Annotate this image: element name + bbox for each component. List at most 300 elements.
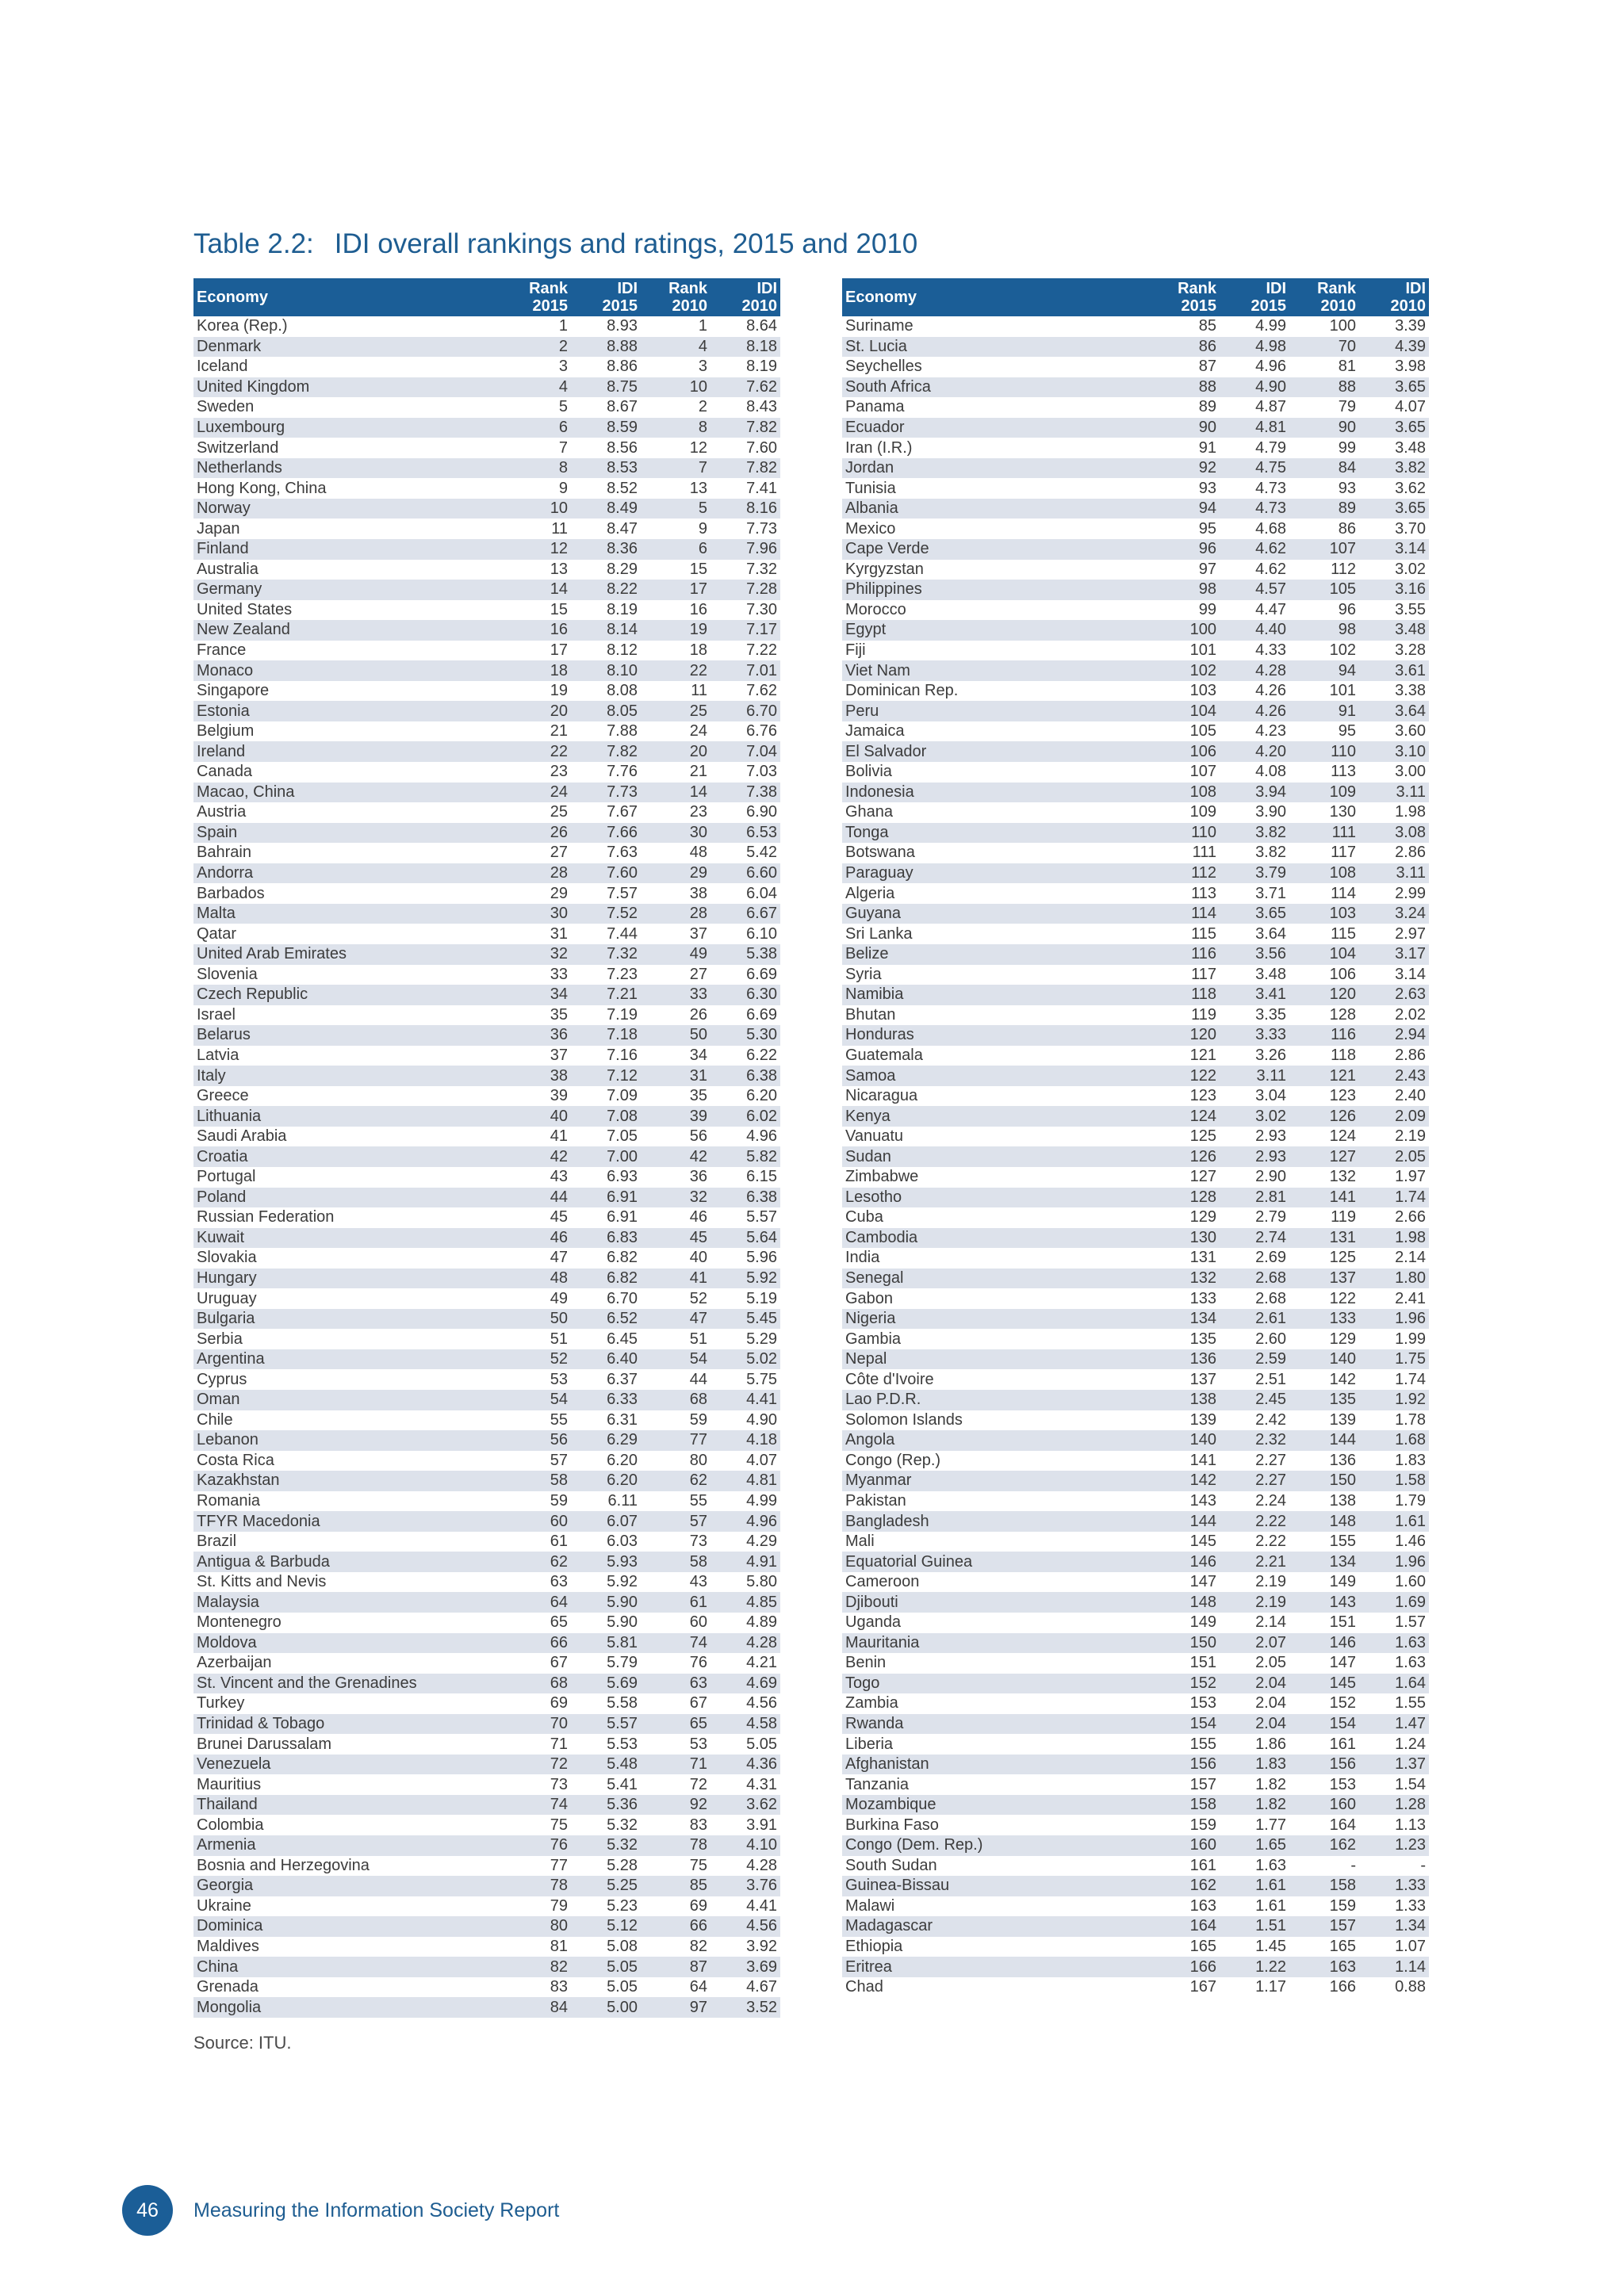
idi-2010-cell: 1.23 [1359, 1835, 1429, 1856]
idi-2015-cell: 5.23 [607, 1896, 638, 1915]
rank-2010-cell: 54 [641, 1349, 710, 1370]
rank-2015-cell: 131 [1189, 1249, 1216, 1267]
idi-2015-cell: 2.60 [1255, 1330, 1286, 1348]
rank-2010-cell: 51 [689, 1330, 707, 1348]
rank-2015-cell: 71 [550, 1735, 568, 1753]
table-row [842, 519, 1429, 539]
economy-cell: Sweden [197, 398, 255, 416]
economy-cell: Turkey [197, 1694, 245, 1712]
rank-2010-cell: 19 [641, 620, 710, 641]
idi-2015-cell: 7.05 [607, 1127, 638, 1146]
idi-2015-cell: 7.00 [571, 1146, 641, 1167]
idi-2010-cell: 1.69 [1359, 1592, 1429, 1613]
idi-2015-cell: 4.33 [1255, 641, 1286, 660]
table-row [842, 377, 1429, 398]
rank-2010-cell: 29 [641, 863, 710, 884]
idi-2010-cell: 3.28 [1395, 641, 1426, 660]
rank-2010-cell: 22 [641, 660, 710, 681]
table-body-left [193, 316, 780, 2018]
table-row [193, 377, 780, 398]
header-idi-2015: IDI 2015 [1220, 278, 1289, 316]
economy-cell: Malaysia [193, 1592, 501, 1613]
idi-2010-cell: 1.63 [1359, 1633, 1429, 1654]
idi-2015-cell: 4.26 [1255, 682, 1286, 700]
idi-2010-cell: 3.52 [710, 1997, 780, 2018]
rank-2010-cell: 154 [1289, 1714, 1359, 1735]
idi-2015-cell: 2.04 [1220, 1714, 1289, 1735]
idi-2010-cell: 3.70 [1395, 519, 1426, 538]
economy-cell: Honduras [842, 1025, 1150, 1046]
rank-2010-cell: 165 [1329, 1938, 1356, 1956]
economy-cell: Belarus [193, 1025, 501, 1046]
rank-2010-cell: 9 [698, 519, 707, 538]
rank-2015-cell: 147 [1189, 1573, 1216, 1591]
idi-2010-cell: 3.24 [1359, 904, 1429, 924]
rank-2015-cell: 140 [1150, 1430, 1220, 1451]
table-row [193, 1269, 780, 1289]
idi-2010-cell: 3.48 [1359, 620, 1429, 641]
rank-2010-cell: 122 [1329, 1289, 1356, 1307]
idi-2010-cell: 2.86 [1395, 844, 1426, 862]
rank-2010-cell: 102 [1329, 641, 1356, 660]
table-row [842, 1430, 1429, 1451]
economy-cell: Macao, China [193, 783, 501, 803]
rank-2015-cell: 78 [501, 1876, 571, 1896]
economy-cell: Denmark [193, 337, 501, 358]
rank-2015-cell: 87 [1198, 358, 1216, 376]
rank-2010-cell: 67 [689, 1694, 707, 1712]
rank-2015-cell: 44 [501, 1188, 571, 1208]
rank-2015-cell: 27 [550, 844, 568, 862]
economy-cell: Venezuela [193, 1755, 501, 1775]
economy-cell: Tunisia [845, 479, 896, 497]
idi-2010-cell: 5.92 [710, 1269, 780, 1289]
idi-2015-cell: 2.68 [1220, 1269, 1289, 1289]
idi-2010-cell: 7.17 [710, 620, 780, 641]
idi-2015-cell: 5.41 [607, 1775, 638, 1793]
rank-2010-cell: 77 [641, 1430, 710, 1451]
rank-2015-cell: 133 [1189, 1289, 1216, 1307]
economy-cell: Ethiopia [845, 1938, 903, 1956]
idi-2015-cell: 6.29 [571, 1430, 641, 1451]
table-row [842, 1491, 1429, 1512]
idi-2015-cell: 8.10 [571, 660, 641, 681]
idi-2010-cell: 1.47 [1359, 1714, 1429, 1735]
economy-cell: Panama [845, 398, 905, 416]
economy-cell: Dominican Rep. [845, 682, 959, 700]
table-row [193, 1613, 780, 1633]
economy-cell: Dominica [193, 1916, 501, 1937]
table-row [193, 1674, 780, 1694]
idi-2015-cell: 5.12 [571, 1916, 641, 1937]
rank-2015-cell: 26 [501, 823, 571, 844]
table-row [842, 1106, 1429, 1127]
table-row [193, 1410, 780, 1431]
rank-2010-cell: 146 [1289, 1633, 1359, 1654]
table-row [193, 1025, 780, 1046]
idi-2015-cell: 2.74 [1220, 1228, 1289, 1249]
table-caption: IDI overall rankings and ratings, 2015 and 2010 [334, 228, 918, 259]
idi-2010-cell: 5.64 [710, 1228, 780, 1249]
rank-2015-cell: 63 [550, 1573, 568, 1591]
idi-2015-cell: 5.05 [607, 1978, 638, 1996]
rank-2015-cell: 113 [1191, 884, 1216, 902]
table-row [193, 762, 780, 783]
economy-cell: Japan [197, 519, 240, 538]
rank-2015-cell: 89 [1198, 398, 1216, 416]
economy-cell: Namibia [842, 985, 1150, 1005]
idi-2010-cell: 0.88 [1395, 1978, 1426, 1996]
economy-cell: Armenia [193, 1835, 501, 1856]
table-row [193, 600, 780, 621]
idi-2015-cell: 8.59 [571, 418, 641, 438]
idi-2015-cell: 1.77 [1255, 1816, 1286, 1834]
idi-2010-cell: 1.98 [1359, 1228, 1429, 1249]
economy-cell: Côte d'Ivoire [845, 1370, 934, 1388]
rank-2010-cell: 76 [689, 1654, 707, 1672]
idi-2015-cell: 5.25 [571, 1876, 641, 1896]
table-row [193, 1188, 780, 1208]
rank-2010-cell: 47 [641, 1309, 710, 1330]
rank-2015-cell: 108 [1150, 783, 1220, 803]
table-row [842, 1207, 1429, 1228]
idi-2015-cell: 4.40 [1220, 620, 1289, 641]
idi-2015-cell: 2.07 [1220, 1633, 1289, 1654]
idi-2015-cell: 5.81 [571, 1633, 641, 1654]
economy-cell: Singapore [197, 682, 270, 700]
idi-2010-cell: 4.28 [710, 1633, 780, 1654]
rank-2015-cell: 33 [550, 965, 568, 983]
idi-2015-cell: 7.63 [607, 844, 638, 862]
rank-2010-cell: 142 [1329, 1370, 1356, 1388]
rank-2015-cell: 117 [1191, 965, 1216, 983]
idi-2015-cell: 2.04 [1255, 1694, 1286, 1712]
idi-2015-cell: 6.82 [607, 1249, 638, 1267]
source-note: Source: ITU. [193, 2033, 292, 2053]
rank-2010-cell: 16 [689, 600, 707, 618]
economy-cell: Peru [842, 701, 1150, 721]
idi-2015-cell: 8.08 [607, 682, 638, 700]
idi-2015-cell: 8.36 [571, 539, 641, 560]
table-row [842, 337, 1429, 358]
table-row [193, 1167, 780, 1188]
rank-2010-cell: 143 [1289, 1592, 1359, 1613]
idi-2010-cell: 1.78 [1395, 1410, 1426, 1429]
idi-2015-cell: 5.69 [571, 1674, 641, 1694]
idi-2010-cell: 1.33 [1395, 1896, 1426, 1915]
rank-2015-cell: 62 [501, 1552, 571, 1572]
idi-2015-cell: 2.32 [1220, 1430, 1289, 1451]
rank-2010-cell: 37 [689, 924, 707, 943]
economy-cell: Iran (I.R.) [845, 438, 913, 457]
economy-cell: Latvia [197, 1046, 239, 1064]
table-row [842, 478, 1429, 499]
idi-2010-cell: 1.60 [1395, 1573, 1426, 1591]
table-row [842, 802, 1429, 823]
idi-2015-cell: 5.58 [607, 1694, 638, 1712]
table-row [193, 1248, 780, 1269]
idi-2015-cell: 8.14 [571, 620, 641, 641]
idi-2010-cell: 6.38 [710, 1066, 780, 1086]
idi-2015-cell: 2.24 [1255, 1491, 1286, 1510]
idi-2015-cell: 1.61 [1220, 1876, 1289, 1896]
economy-cell: Kenya [842, 1106, 1150, 1127]
rank-2015-cell: 124 [1150, 1106, 1220, 1127]
idi-2015-cell: 3.35 [1255, 1005, 1286, 1024]
economy-cell: Belgium [197, 722, 255, 740]
rank-2015-cell: 127 [1189, 1168, 1216, 1186]
table-row [193, 1633, 780, 1654]
rank-2010-cell: 20 [641, 741, 710, 762]
economy-cell: Mauritius [197, 1775, 262, 1793]
economy-cell: Cape Verde [842, 539, 1150, 560]
rank-2015-cell: 99 [1198, 600, 1216, 618]
idi-2015-cell: 1.82 [1255, 1775, 1286, 1793]
table-header-row [842, 278, 1429, 316]
rank-2010-cell: 39 [641, 1106, 710, 1127]
rank-2015-cell: 139 [1189, 1410, 1216, 1429]
economy-cell: Myanmar [842, 1471, 1150, 1491]
idi-2015-cell: 2.42 [1255, 1410, 1286, 1429]
economy-cell: Argentina [193, 1349, 501, 1370]
idi-2010-cell: 3.48 [1395, 438, 1426, 457]
idi-2010-cell: 3.60 [1395, 722, 1426, 740]
idi-2015-cell: 4.87 [1255, 398, 1286, 416]
idi-2015-cell: 7.66 [571, 823, 641, 844]
idi-2010-cell: 3.62 [710, 1795, 780, 1816]
table-row [842, 1369, 1429, 1390]
idi-2010-cell: 1.63 [1395, 1654, 1426, 1672]
idi-2015-cell: 5.00 [571, 1997, 641, 2018]
rank-2010-cell: 69 [689, 1896, 707, 1915]
rank-2015-cell: 47 [550, 1249, 568, 1267]
idi-2015-cell: 3.48 [1255, 965, 1286, 983]
idi-2015-cell: 7.16 [607, 1046, 638, 1064]
idi-2015-cell: 2.22 [1255, 1533, 1286, 1551]
idi-2010-cell: 7.04 [710, 741, 780, 762]
economy-cell: Chile [197, 1410, 233, 1429]
table-row [193, 641, 780, 661]
table-row [842, 560, 1429, 580]
rank-2010-cell: 133 [1289, 1309, 1359, 1330]
table-row [842, 1572, 1429, 1593]
idi-2010-cell: 7.60 [746, 438, 777, 457]
table-row [193, 620, 780, 641]
economy-cell: Lebanon [193, 1430, 501, 1451]
idi-2010-cell: 4.67 [746, 1978, 777, 1996]
idi-2010-cell: 1.54 [1395, 1775, 1426, 1793]
idi-2010-cell: 3.14 [1395, 965, 1426, 983]
idi-2015-cell: 7.82 [571, 741, 641, 762]
idi-2015-cell: 8.49 [571, 499, 641, 519]
table-body-right [842, 316, 1429, 1997]
rank-2015-cell: 126 [1150, 1146, 1220, 1167]
idi-2015-cell: 3.41 [1220, 985, 1289, 1005]
idi-2010-cell: 1.24 [1395, 1735, 1426, 1753]
economy-cell: Suriname [845, 317, 914, 335]
table-row [842, 1167, 1429, 1188]
table-row [193, 438, 780, 458]
rank-2015-cell: 37 [550, 1046, 568, 1064]
idi-2015-cell: 2.27 [1220, 1471, 1289, 1491]
idi-2015-cell: 8.88 [571, 337, 641, 358]
idi-2015-cell: 2.19 [1220, 1592, 1289, 1613]
table-row [193, 1127, 780, 1147]
idi-2010-cell: 7.41 [746, 479, 777, 497]
idi-2015-cell: 7.18 [571, 1025, 641, 1046]
idi-2010-cell: 1.74 [1395, 1370, 1426, 1388]
table-row [842, 1795, 1429, 1816]
table-row [842, 681, 1429, 702]
idi-2010-cell: 2.41 [1395, 1289, 1426, 1307]
idi-2010-cell: 3.08 [1359, 823, 1429, 844]
economy-cell: Saudi Arabia [197, 1127, 287, 1146]
economy-cell: Solomon Islands [845, 1410, 963, 1429]
rank-2015-cell: 55 [550, 1410, 568, 1429]
rank-2015-cell: 121 [1189, 1046, 1216, 1064]
table-row [842, 1188, 1429, 1208]
rank-2015-cell: 104 [1150, 701, 1220, 721]
rank-2010-cell: 65 [641, 1714, 710, 1735]
rank-2010-cell: 140 [1289, 1349, 1359, 1370]
rank-2015-cell: 138 [1150, 1390, 1220, 1410]
table-row [193, 1755, 780, 1775]
rank-2010-cell: 113 [1331, 763, 1356, 781]
rank-2010-cell: 31 [641, 1066, 710, 1086]
economy-cell: Madagascar [842, 1916, 1150, 1937]
idi-2010-cell: 3.14 [1359, 539, 1429, 560]
table-row [842, 1451, 1429, 1471]
idi-2010-cell: 1.58 [1359, 1471, 1429, 1491]
idi-2010-cell: 6.15 [746, 1168, 777, 1186]
economy-cell: Poland [193, 1188, 501, 1208]
rank-2010-cell: 104 [1289, 944, 1359, 965]
rank-2015-cell: 29 [550, 884, 568, 902]
table-row [842, 1957, 1429, 1977]
idi-2015-cell: 3.26 [1255, 1046, 1286, 1064]
economy-cell: Seychelles [845, 358, 922, 376]
idi-2015-cell: 7.73 [571, 783, 641, 803]
economy-cell: Kazakhstan [193, 1471, 501, 1491]
idi-2010-cell: 4.56 [710, 1916, 780, 1937]
idi-2010-cell: 6.53 [710, 823, 780, 844]
economy-cell: Nicaragua [845, 1087, 918, 1105]
rank-2010-cell: 100 [1329, 317, 1356, 335]
rank-2015-cell: 28 [501, 863, 571, 884]
idi-2015-cell: 4.73 [1220, 499, 1289, 519]
idi-2010-cell: 3.38 [1395, 682, 1426, 700]
economy-cell: Djibouti [842, 1592, 1150, 1613]
economy-cell: Andorra [193, 863, 501, 884]
idi-2010-cell: 1.96 [1359, 1552, 1429, 1572]
idi-2015-cell: 3.79 [1220, 863, 1289, 884]
idi-2010-cell: 6.10 [746, 924, 777, 943]
table-row [842, 660, 1429, 681]
economy-cell: El Salvador [842, 741, 1150, 762]
table-row [193, 783, 780, 803]
idi-2010-cell: 5.38 [710, 944, 780, 965]
idi-2010-cell: 3.17 [1359, 944, 1429, 965]
idi-2015-cell: 2.61 [1220, 1309, 1289, 1330]
idi-2015-cell: 6.31 [607, 1410, 638, 1429]
rank-2015-cell: 66 [501, 1633, 571, 1654]
table-row [193, 1693, 780, 1714]
rank-2010-cell: 110 [1289, 741, 1359, 762]
idi-2010-cell: 4.58 [710, 1714, 780, 1735]
table-row [193, 802, 780, 823]
idi-2015-cell: 1.45 [1255, 1938, 1286, 1956]
economy-cell: Equatorial Guinea [842, 1552, 1150, 1572]
idi-2010-cell: 2.97 [1395, 924, 1426, 943]
rank-2010-cell: 75 [689, 1856, 707, 1874]
rank-2010-cell: 160 [1289, 1795, 1359, 1816]
idi-2015-cell: 5.53 [607, 1735, 638, 1753]
idi-2010-cell: 6.60 [710, 863, 780, 884]
economy-cell: Albania [842, 499, 1150, 519]
economy-cell: St. Lucia [842, 337, 1150, 358]
rank-2015-cell: 30 [501, 904, 571, 924]
idi-2010-cell: 4.56 [746, 1694, 777, 1712]
idi-2010-cell: 4.41 [710, 1390, 780, 1410]
idi-2015-cell: 6.45 [607, 1330, 638, 1348]
economy-cell: Austria [197, 803, 247, 821]
header-rank-2015: Rank 2015 [1150, 278, 1220, 316]
table-row [193, 721, 780, 742]
idi-2010-cell: 5.96 [746, 1249, 777, 1267]
rank-2010-cell: 73 [689, 1533, 707, 1551]
rank-2010-cell: 93 [1338, 479, 1356, 497]
economy-cell: Hong Kong, China [197, 479, 327, 497]
economy-cell: Iceland [197, 358, 248, 376]
rank-2015-cell: 160 [1150, 1835, 1220, 1856]
economy-cell: Sudan [842, 1146, 1150, 1167]
table-row [842, 1269, 1429, 1289]
table-row [842, 1086, 1429, 1107]
idi-2010-cell: 5.45 [710, 1309, 780, 1330]
idi-2015-cell: 8.19 [607, 600, 638, 618]
rank-2010-cell: 57 [641, 1511, 710, 1532]
rank-2010-cell: 84 [1289, 458, 1359, 479]
rank-2010-cell: 30 [641, 823, 710, 844]
idi-2010-cell: 4.96 [710, 1511, 780, 1532]
idi-2015-cell: 6.93 [607, 1168, 638, 1186]
rank-2010-cell: 5 [641, 499, 710, 519]
idi-2010-cell: 4.18 [710, 1430, 780, 1451]
economy-cell: Uganda [845, 1613, 902, 1632]
economy-cell: Indonesia [842, 783, 1150, 803]
idi-2010-cell: 3.92 [746, 1938, 777, 1956]
rank-2010-cell: 97 [641, 1997, 710, 2018]
rank-2010-cell: 7 [641, 458, 710, 479]
rank-2010-cell: 70 [1289, 337, 1359, 358]
rank-2015-cell: 137 [1189, 1370, 1216, 1388]
rank-2015-cell: 119 [1191, 1005, 1216, 1024]
idi-2015-cell: 8.67 [607, 398, 638, 416]
idi-2015-cell: 6.33 [571, 1390, 641, 1410]
table-row [842, 1471, 1429, 1491]
rank-2010-cell: 14 [641, 783, 710, 803]
table-row [842, 1592, 1429, 1613]
rank-2010-cell: 109 [1289, 783, 1359, 803]
rank-2010-cell: 49 [641, 944, 710, 965]
rank-2010-cell: 41 [641, 1269, 710, 1289]
economy-cell: Malta [193, 904, 501, 924]
idi-2010-cell: 1.61 [1359, 1511, 1429, 1532]
economy-cell: Kyrgyzstan [845, 560, 924, 578]
idi-2015-cell: 3.65 [1220, 904, 1289, 924]
table-row [193, 1005, 780, 1026]
idi-2010-cell: 7.96 [710, 539, 780, 560]
